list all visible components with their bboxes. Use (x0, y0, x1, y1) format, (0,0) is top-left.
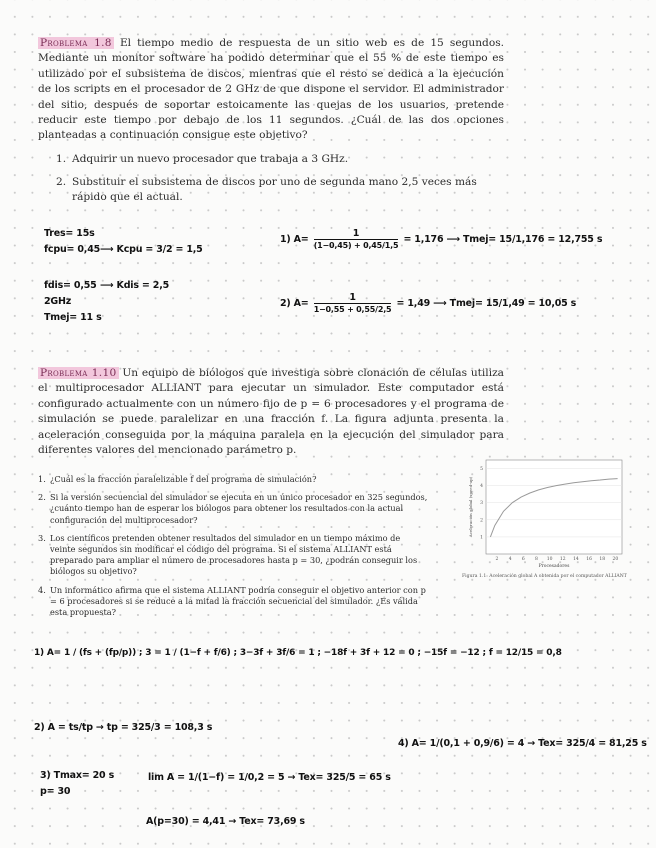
figure-caption: Figura 1.1: Aceleración global A obtenida por el computador ALLIANT (462, 574, 627, 579)
hw-q4: 4) A= 1/(0,1 + 0,9/6) = 4 → Tex= 325/4 = 81,25 s (398, 738, 647, 749)
hw-answer-1: 1) A= $\frac{1}{(1-0,45) + 0,45/1,5}$ = 1,176 ⟶ Tmej= 15/1,176 = 12,755 s (280, 228, 603, 250)
plot-area (486, 460, 622, 554)
hw-q3b: p= 30 (40, 786, 71, 797)
y-tick-label: 5 (480, 467, 483, 473)
hw-q3a: 3) Tmax= 20 s (40, 770, 115, 781)
problem-1-10-tag: Problema 1.10 (40, 367, 117, 379)
x-tick-label: 16 (586, 557, 592, 562)
problem-1-10-questions (38, 474, 428, 625)
option-1: 1. Adquirir un nuevo procesador que trabaja a 3 GHz. (56, 153, 349, 165)
x-tick-label: 12 (559, 557, 566, 562)
x-tick-label: 18 (599, 557, 606, 562)
question-4: 4. Un informático afirma que el sistema ALLIANT podría conseguir el objetivo anterior con p = 6 procesadores si se reduce a la mitad la fracción secuencial del simulador. ¿Es válida esta propuesta? (38, 584, 426, 618)
hw-q3c: lim A = 1/(1−f) = 1/0,2 = 5 → Tex= 325/5 = 65 s (148, 772, 391, 783)
y-tick-label: 1 (480, 535, 483, 541)
x-tick-label: 14 (573, 557, 579, 562)
question-3: 3. Los científicos pretenden obtener resultados del simulador en un tiempo máximo de veinte segundos sin modificar el código del programa. Si el sistema ALLIANT está preparado para ampliar el número de procesadores hasta p = 30, ¿podrán conseguir los biólogos su objetivo? (38, 532, 418, 577)
hw-q3d: A(p=30) = 4,41 → Tex= 73,69 s (146, 816, 305, 827)
y-tick-label: 3 (480, 501, 483, 507)
option-2: 2. Substituir el subsistema de discos por uno de segunda mano 2,5 veces más rápido que el actual. (56, 176, 477, 203)
x-tick-label: 2 (495, 557, 499, 562)
x-tick-label: 4 (508, 557, 512, 562)
hw-q2: 2) A = ts/tp → tp = 325/3 = 108,3 s (34, 722, 213, 733)
problem-1-8-statement (38, 36, 504, 144)
x-tick-label: 8 (535, 557, 538, 562)
problem-1-8-options (56, 152, 504, 213)
problem-1-8-text: El tiempo medio de respuesta de un sitio web es de 15 segundos. Mediante un monitor software ha podido determinar que el 55 % de este tiempo es utilizado por el subsistema de discos, mientras que el resto se dedica a la ejecución de los scripts en el procesador de 2 GHz de que dispone el servidor. El administrador del sitio, después de soportar estoicamente las quejas de los usuarios, pretende reducir este tiempo por debajo de los 11 segundos. ¿Cuál de las dos opciones planteadas a continuación consigue este objetivo? (38, 37, 505, 142)
problem-1-8-tag: Problema 1.8 (40, 37, 112, 49)
hw-tres: Tres= 15s (44, 228, 95, 239)
question-2: 2. Si la versión secuencial del simulador se ejecuta en un único procesador en 325 segundos, ¿cuánto tiempo han de esperar los biólogos para obtener los resultados con la actual configuración del multiprocesador? (38, 492, 428, 525)
hw-answer-2: 2) A= $\frac{1}{1-0,55 + 0,55/2,5}$ = 1,49 ⟶ Tmej= 15/1,49 = 10,05 s (280, 292, 577, 314)
hw-fdis: fdis= 0,55 (44, 280, 97, 291)
hw-tmej: Tmej= 11 s (44, 312, 102, 323)
hw-fcpu: fcpu= 0,45 (44, 244, 101, 255)
x-tick-label: 20 (612, 557, 619, 562)
hw-kdis: ⟶ Kdis = 2,5 (100, 280, 170, 291)
problem-1-10-text: Un equipo de biólogos que investiga sobre clonación de células utiliza el multiprocesador ALLIANT para ejecutar un simulador. Este computador está configurado actualmente con un número fijo de p = 6 procesadores y el programa de simulación se puede paralelizar en una fracción f. La figura adjunta presenta la aceleración conseguida por la máquina paralela en la ejecución del simulador para diferentes valores del mencionado parámetro p. (38, 367, 504, 457)
hw-kcpu: ⟶ Kcpu = 3/2 = 1,5 (100, 244, 203, 255)
y-tick-label: 2 (480, 518, 483, 524)
problem-1-10-statement (38, 366, 504, 458)
hw-q1: 1) A= 1 / (fs + (fp/p)) ; 3 = 1 / (1−f + f/6) ; 3−3f + 3f/6 = 1 ; −18f + 3f + 12 = 0 ; −15f = −12 ; f = 12/15 = 0,8 (34, 648, 562, 658)
speedup-chart (462, 454, 630, 584)
question-1: 1. ¿Cuál es la fracción paralelizable f del programa de simulación? (38, 474, 317, 484)
y-axis-label: Aceleración global (speed-up) (468, 476, 473, 538)
y-tick-label: 4 (480, 484, 483, 490)
x-tick-label: 10 (546, 557, 553, 562)
x-axis-label: Procesadores (538, 564, 570, 569)
hw-ghz: 2GHz (44, 296, 72, 307)
x-tick-label: 6 (521, 557, 525, 562)
